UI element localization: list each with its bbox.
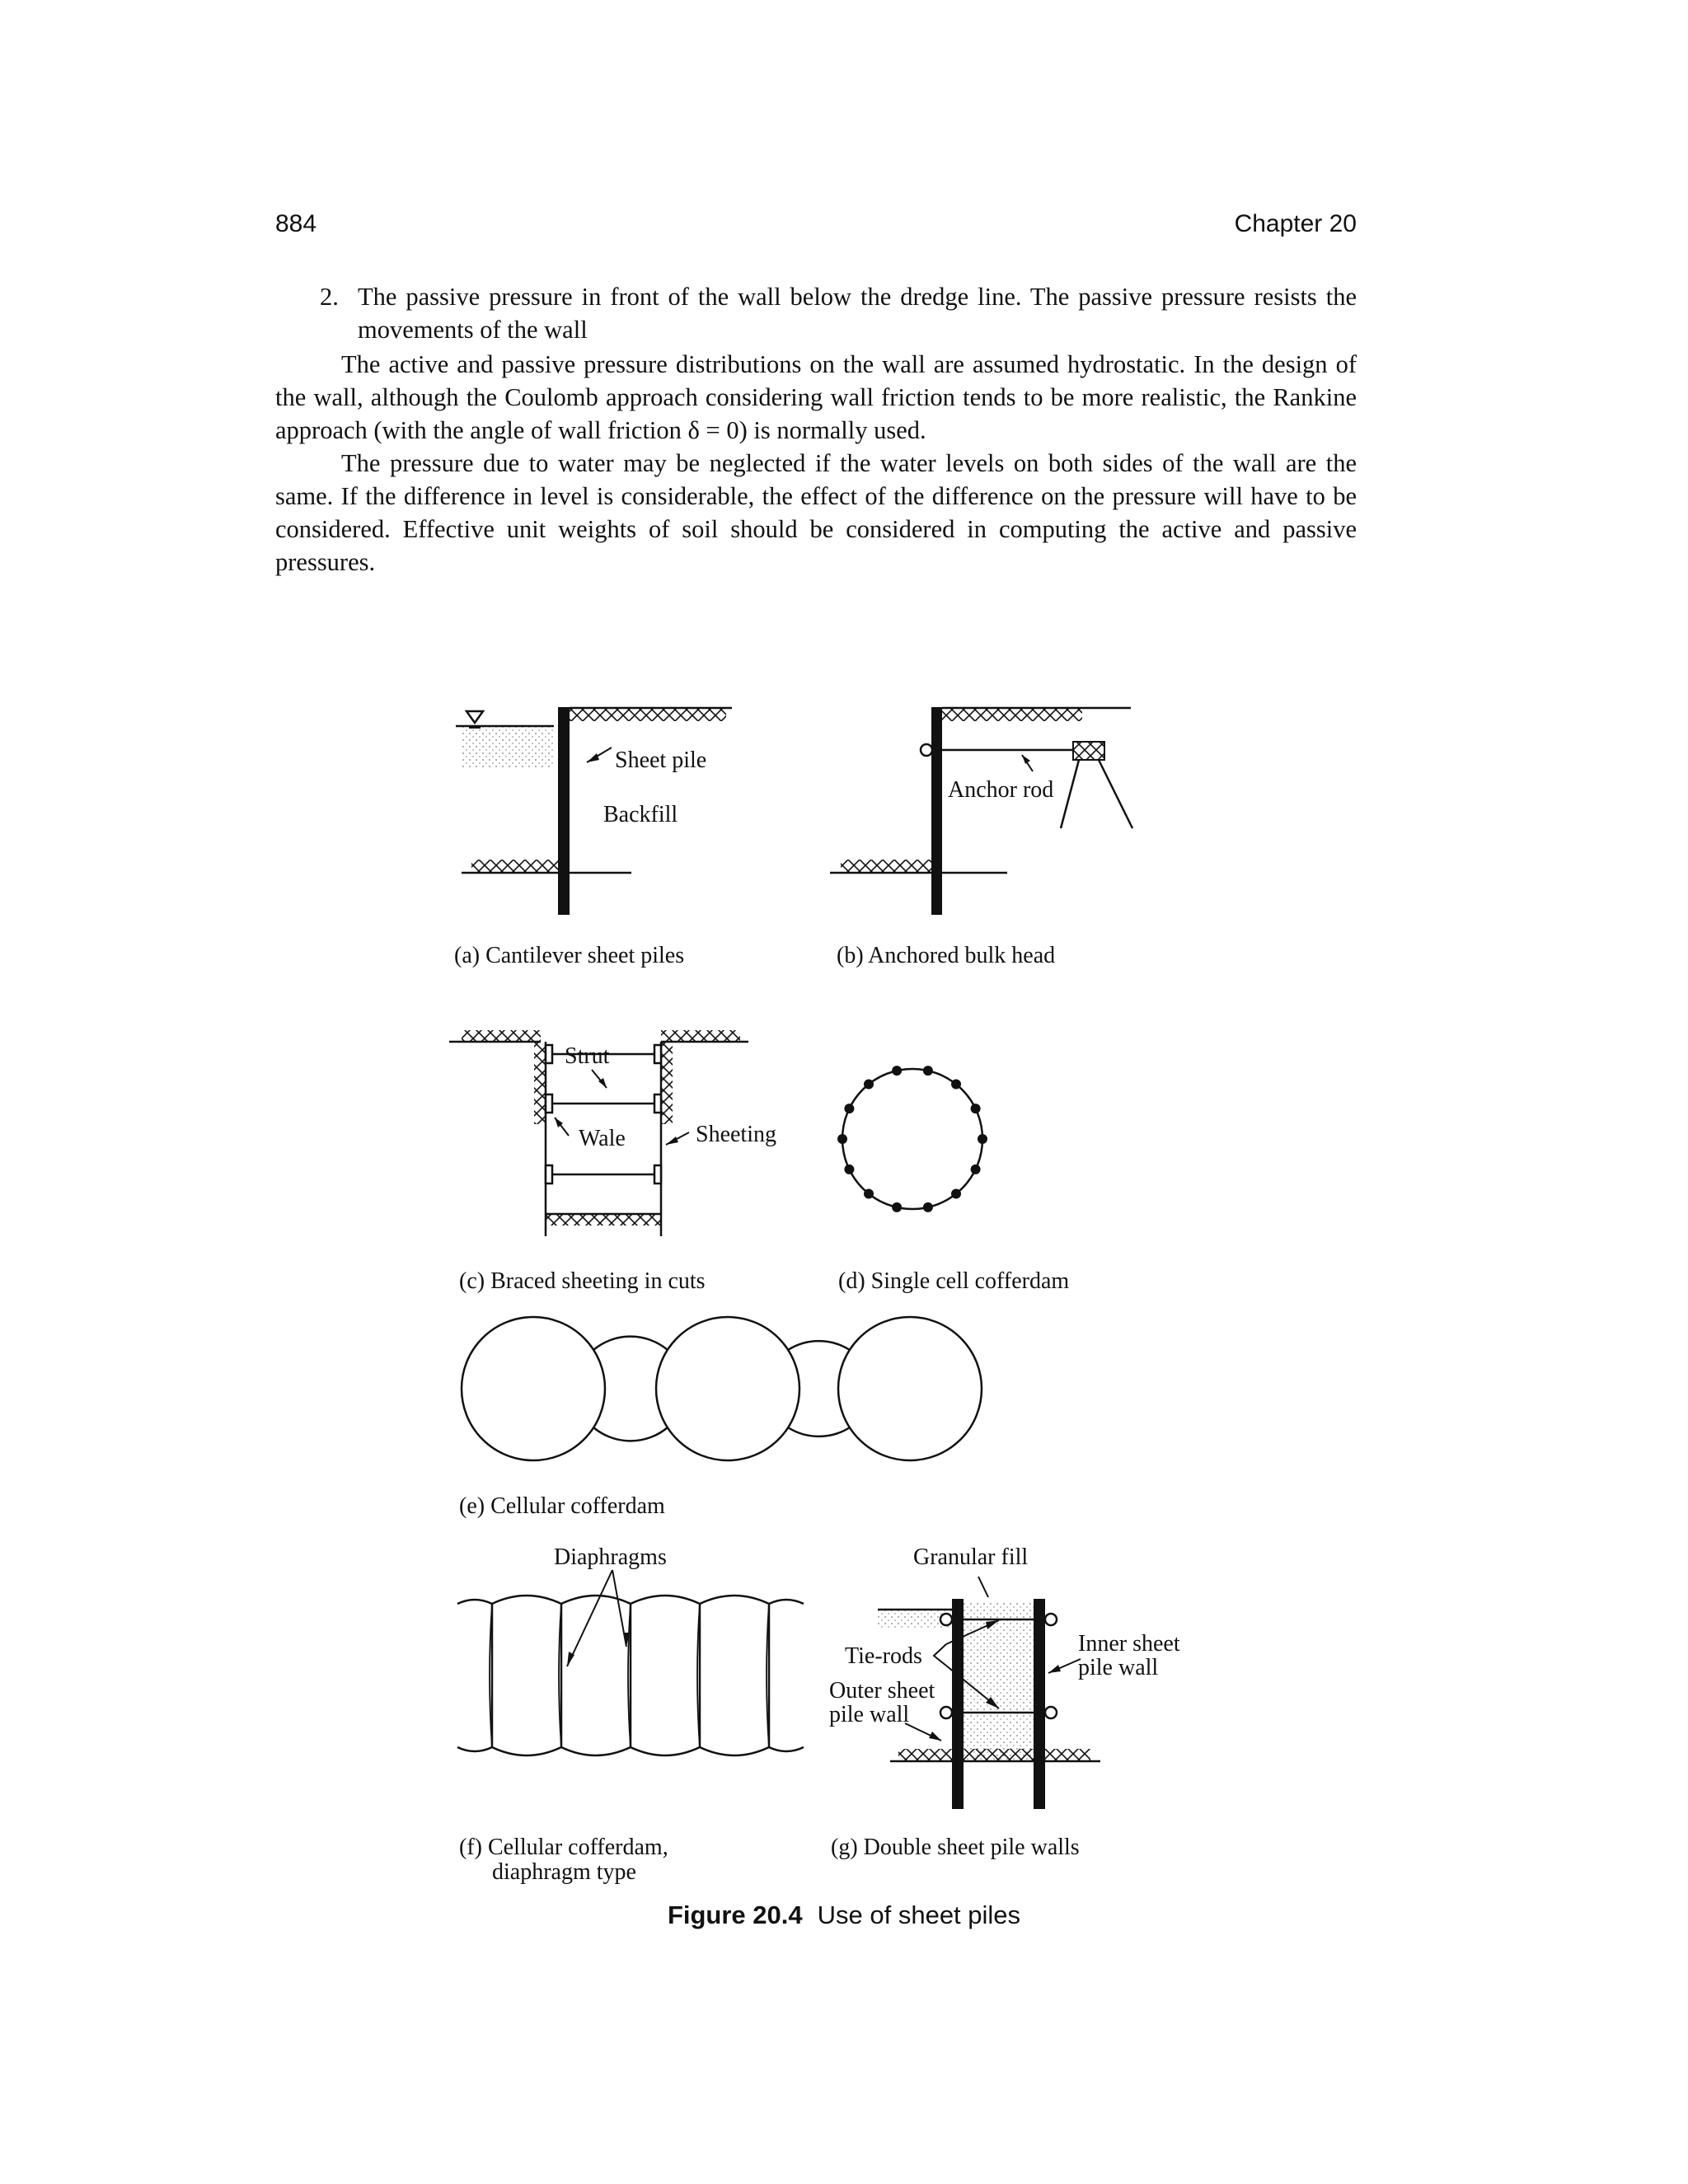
paragraph-2: The pressure due to water may be neglected if the water levels on both sides of the wall are the same. If the difference in level is considerable, the effect of the difference on the pressure will have to be considered. Effective unit weights of soil should be considered in computing the active and passive pressures. [275, 449, 1357, 576]
anchor-connection [921, 744, 932, 756]
pile-joint-dot [951, 1080, 961, 1090]
label-outer-sheet-line2: pile wall [829, 1702, 910, 1727]
diagram-a-cantilever [454, 707, 732, 968]
label-outer-sheet-line1: Outer sheet [829, 1678, 935, 1704]
water-region [462, 726, 554, 769]
cofferdam-cell [838, 1317, 982, 1460]
diagram-f-diaphragm-cofferdam [457, 1570, 804, 1755]
subcaption-g: (g) Double sheet pile walls [831, 1835, 1080, 1860]
subcaption-c: (c) Braced sheeting in cuts [459, 1268, 706, 1294]
pile-joint-dot [892, 1202, 902, 1212]
connecting-arc [593, 1337, 668, 1350]
pile-joint-dot [844, 1165, 854, 1174]
pile-joint-dot [837, 1134, 847, 1144]
sheet-pile-joints [837, 1066, 987, 1212]
label-wale: Wale [579, 1126, 626, 1151]
figure-caption [0, 1900, 1688, 1930]
sheet-pile [558, 707, 570, 915]
outer-sheet-pile-wall [952, 1599, 964, 1809]
sheet-pile [931, 707, 942, 915]
pile-joint-dot [923, 1202, 933, 1212]
label-granular-fill: Granular fill [913, 1544, 1029, 1570]
pile-joint-dot [844, 1104, 854, 1113]
pile-joint-dot [978, 1134, 987, 1144]
label-sheet-pile: Sheet pile [615, 748, 707, 773]
top-outline [457, 1596, 804, 1604]
paragraph-1: The active and passive pressure distributions on the wall are assumed hydrostatic. In the design of the wall, although the Coulomb approach considering wall friction tends to be more realistic, the Rankine approach (with the angle of wall friction δ = 0) is normally used. [275, 350, 1357, 444]
ground-hatch [942, 708, 1082, 721]
anchor-block [1073, 742, 1104, 760]
figure-caption-text: Use of sheet piles [817, 1900, 1021, 1929]
subcaption-f-line2: diaphragm type [492, 1859, 636, 1885]
connecting-arc [788, 1341, 850, 1350]
subcaption-b: (b) Anchored bulk head [837, 943, 1056, 968]
ground-hatch [570, 708, 726, 721]
pile-joint-dot [923, 1066, 933, 1076]
subcaption-a: (a) Cantilever sheet piles [454, 943, 685, 968]
connecting-arc [788, 1427, 850, 1436]
cell-outline [842, 1069, 982, 1209]
pile-joint-dot [971, 1165, 981, 1174]
page-number: 884 [275, 210, 317, 237]
pile-joint-dot [971, 1104, 981, 1113]
dredge-hatch [841, 860, 931, 873]
label-tie-rods: Tie-rods [845, 1643, 922, 1669]
label-inner-sheet-line2: pile wall [1078, 1655, 1159, 1680]
label-sheeting: Sheeting [696, 1122, 776, 1147]
pile-joint-dot [892, 1066, 902, 1076]
label-inner-sheet-line1: Inner sheet [1078, 1631, 1180, 1657]
chapter-title: Chapter 20 [1234, 210, 1357, 237]
pile-joint-dot [951, 1189, 961, 1199]
water-level-icon [467, 711, 483, 723]
bottom-outline [457, 1747, 804, 1755]
pile-joint-dot [864, 1189, 874, 1199]
inner-sheet-pile-wall [1034, 1599, 1045, 1809]
granular-fill-region [964, 1603, 1034, 1761]
connecting-arc [593, 1427, 668, 1441]
dredge-hatch [471, 860, 558, 873]
label-diaphragms: Diaphragms [554, 1544, 667, 1570]
list-item-text: The passive pressure in front of the wall below the dredge line. The passive pressure resists the movements of the wall [358, 283, 1357, 344]
list-item-number: 2. [320, 283, 339, 311]
diagram-d-single-cell [837, 1066, 1069, 1294]
cofferdam-cell [462, 1317, 605, 1460]
label-backfill: Backfill [603, 802, 678, 827]
pile-joint-dot [864, 1080, 874, 1090]
label-strut: Strut [565, 1043, 610, 1069]
subcaption-f-line1: (f) Cellular cofferdam, [459, 1835, 668, 1860]
diagram-c-braced-sheeting [449, 1030, 776, 1294]
diagram-b-anchored-bulkhead [830, 707, 1132, 968]
subcaption-d: (d) Single cell cofferdam [838, 1268, 1070, 1294]
cofferdam-cell [656, 1317, 799, 1460]
diagram-e-cellular-cofferdam [462, 1317, 982, 1460]
subcaption-e: (e) Cellular cofferdam [459, 1493, 665, 1519]
label-anchor-rod: Anchor rod [948, 777, 1054, 803]
figure-number: Figure 20.4 [667, 1900, 803, 1929]
diagram-g-double-wall [829, 1544, 1180, 1860]
